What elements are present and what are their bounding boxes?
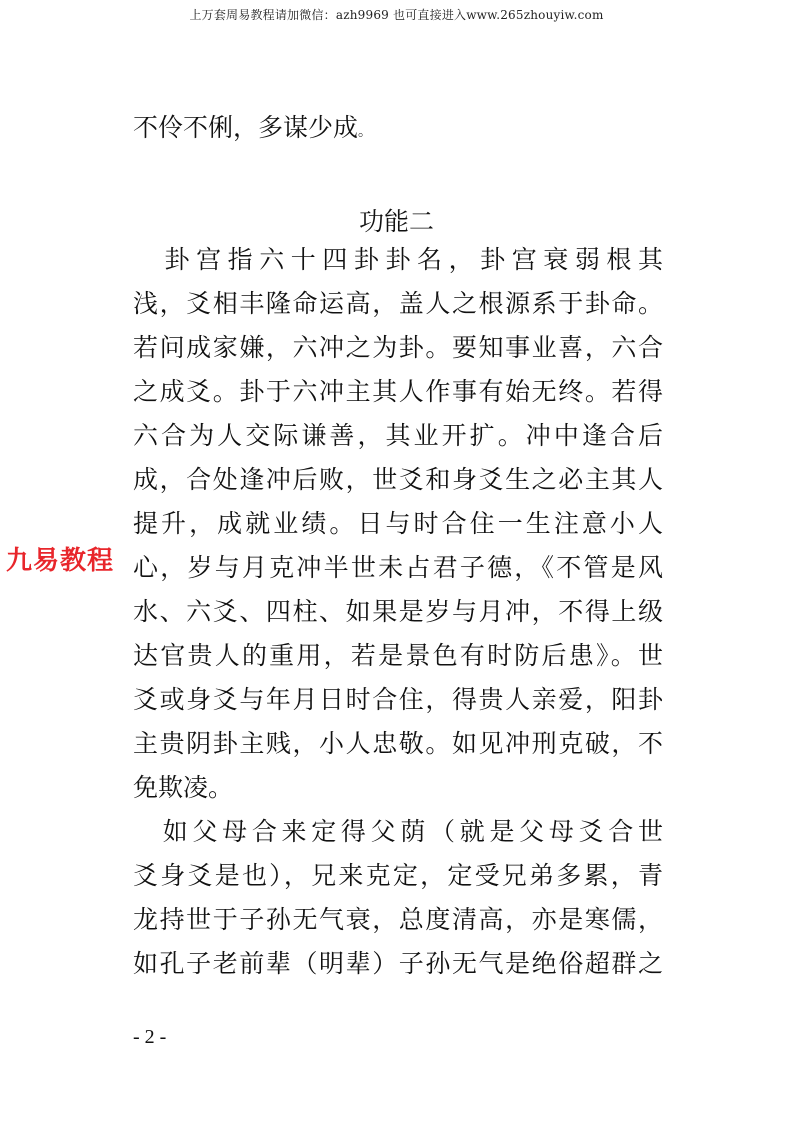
text-line: 成，合处逢冲后败，世爻和身爻生之必主其人: [133, 465, 663, 494]
text-line: 免欺凌。: [133, 773, 234, 802]
text-line: 爻身爻是也），兄来克定，定受兄弟多累，青: [133, 861, 663, 890]
intro-period: 。: [358, 124, 373, 140]
page-header: 上万套周易教程请加微信：azh9969 也可直接进入www.265zhouyiw.com: [189, 8, 604, 22]
text-line: 六合为人交际谦善，其业开扩。冲中逢合后: [133, 421, 663, 450]
page-number: - 2 -: [133, 1026, 167, 1048]
text-line: 龙持世于子孙无气衰，总度清高，亦是寒儒，: [133, 905, 663, 934]
section-heading: 功能二: [358, 207, 434, 236]
text-line: 水、六爻、四柱、如果是岁与月冲，不得上级: [133, 597, 663, 626]
text-line: 之成爻。卦于六冲主其人作事有始无终。若得: [133, 377, 663, 406]
intro-text: 不伶不俐，多谋少成: [133, 113, 359, 142]
text-line: 爻或身爻与年月日时合住，得贵人亲爱，阳卦: [133, 685, 663, 714]
text-line: 主贵阴卦主贱，小人忠敬。如见冲刑克破，不: [133, 729, 663, 758]
text-line: 浅，爻相丰隆命运高，盖人之根源系于卦命。: [133, 289, 663, 318]
text-line: 提升，成就业绩。日与时合住一生注意小人: [133, 509, 663, 538]
text-line: 达官贵人的重用，若是景色有时防后患》。世: [133, 641, 663, 670]
text-line: 若问成家嫌，六冲之为卦。要知事业喜，六合: [133, 333, 663, 362]
text-line: 心，岁与月克冲半世未占君子德，《不管是风: [133, 553, 663, 582]
text-line: 如孔子老前辈（明辈）子孙无气是绝俗超群之: [133, 949, 663, 978]
text-line: 卦宫指六十四卦卦名，卦宫衰弱根其: [133, 245, 663, 274]
text-line: 如父母合来定得父荫（就是父母爻合世: [133, 817, 663, 846]
intro-line: [133, 106, 663, 154]
watermark-text: 九易教程: [6, 546, 115, 576]
